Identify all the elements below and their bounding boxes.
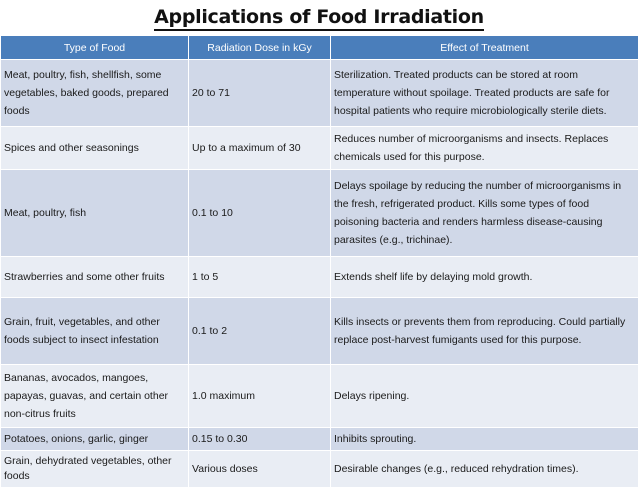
table-row: [1, 60, 638, 127]
table-row: [1, 365, 638, 428]
food-cell: Meat, poultry, fish: [1, 170, 189, 257]
food-cell: Potatoes, onions, garlic, ginger: [1, 428, 189, 451]
food-cell: Meat, poultry, fish, shellfish, some vegetables, baked goods, prepared foods: [1, 60, 189, 127]
effect-cell: Extends shelf life by delaying mold growth.: [331, 257, 638, 298]
table-row: [1, 428, 638, 451]
food-cell: Bananas, avocados, mangoes, papayas, guavas, and certain other non-citrus fruits: [1, 365, 189, 428]
dose-cell: 0.1 to 2: [189, 298, 331, 365]
food-cell: Strawberries and some other fruits: [1, 257, 189, 298]
dose-cell: Various doses: [189, 451, 331, 488]
header-radiation-dose: Radiation Dose in kGy: [189, 36, 331, 60]
effect-cell: Sterilization. Treated products can be stored at room temperature without spoilage. Treated products are safe for hospital patients who require microbiologically sterile diets.: [331, 60, 638, 127]
effect-cell: Desirable changes (e.g., reduced rehydration times).: [331, 451, 638, 488]
dose-cell: 1.0 maximum: [189, 365, 331, 428]
table-row: [1, 451, 638, 488]
page-title: [0, 6, 638, 34]
effect-cell: Delays ripening.: [331, 365, 638, 428]
effect-cell: Kills insects or prevents them from reproducing. Could partially replace post-harvest fumigants used for this purpose.: [331, 298, 638, 365]
dose-cell: 1 to 5: [189, 257, 331, 298]
dose-cell: 20 to 71: [189, 60, 331, 127]
food-cell: Spices and other seasonings: [1, 127, 189, 170]
table-row: [1, 127, 638, 170]
table-row: [1, 257, 638, 298]
dose-cell: 0.1 to 10: [189, 170, 331, 257]
effect-cell: Inhibits sprouting.: [331, 428, 638, 451]
dose-cell: 0.15 to 0.30: [189, 428, 331, 451]
table-row: [1, 170, 638, 257]
table-header-row: [1, 36, 638, 60]
irradiation-table: [0, 35, 638, 488]
effect-cell: Reduces number of microorganisms and insects. Replaces chemicals used for this purpose.: [331, 127, 638, 170]
header-effect-of-treatment: Effect of Treatment: [331, 36, 638, 60]
effect-cell: Delays spoilage by reducing the number of microorganisms in the fresh, refrigerated product. Kills some types of food poisoning bacteria and renders harmless disease-causing parasites (e.g., trichinae).: [331, 170, 638, 257]
table-row: [1, 298, 638, 365]
food-cell: Grain, fruit, vegetables, and other foods subject to insect infestation: [1, 298, 189, 365]
dose-cell: Up to a maximum of 30: [189, 127, 331, 170]
header-type-of-food: Type of Food: [1, 36, 189, 60]
page-title-text: Applications of Food Irradiation: [154, 6, 484, 31]
food-cell: Grain, dehydrated vegetables, other foods: [1, 451, 189, 488]
